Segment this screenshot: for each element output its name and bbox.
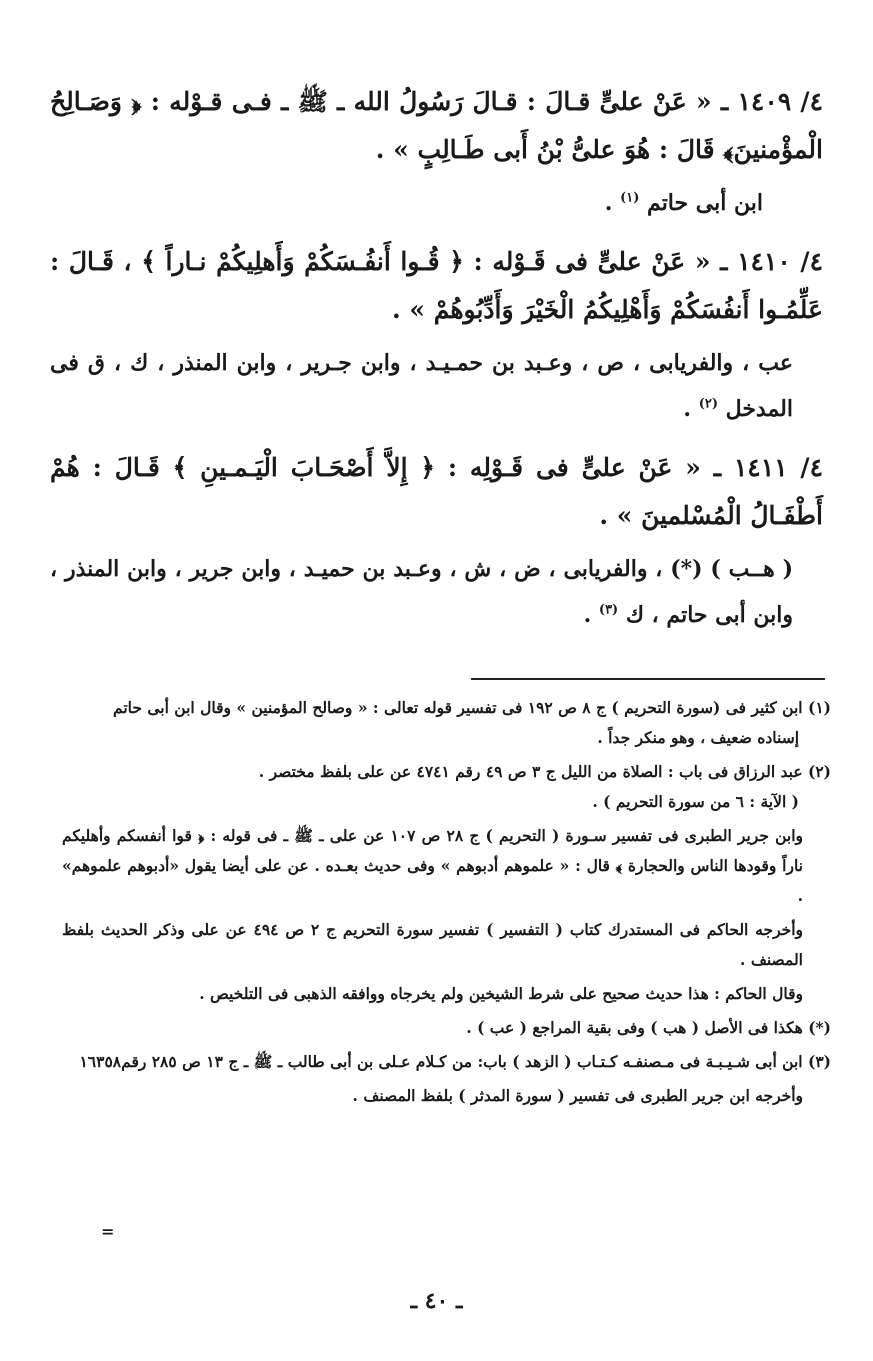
source-text: ( هــب ) (*) ، والفريابى ، ض ، ش ، وعـبد بن حميـد ، وابن جرير ، وابن المنذر ، وابن أبى حاتم ، ك [50,556,793,628]
footnote-star: (*) هكذا فى الأصل ( هب ) وفى بقية المراجع ( عب ) . [466,1018,831,1037]
source-end: . [683,396,692,422]
hadith-1409 [50,78,823,174]
footnote-2-continued: وأخرجه الحاكم فى المستدرك كتاب ( التفسير ) تفسير سورة التحريم ج ٢ ص ٤٩٤ عن على وذكر الحديث بلفظ المصنف . [62,920,803,969]
source-line [50,546,823,638]
source-end: . [604,190,613,216]
footnote-divider [471,678,825,680]
footnote-2-continued: وابن جرير الطبرى فى تفسير سـورة ( التحريم ) ج ٢٨ ص ١٠٧ عن على ـ ﷺ ـ فى قوله : ﴿ قوا أنفسكم وأهليكم ناراً وقودها الناس والحجارة ﴾ قال : « علموهم أدبوهم » وفى حديث بعـده . عن على أيضا يقول «أدبوهم علموهم» . [62,826,803,905]
footnote-3: (٣) ابن أبى شـيـبـة فى مـصنفـه كـتـاب ( الزهد ) باب: من كـلام عـلى بن أبى طالب ـ ﷺ ـ ج ١٣ ص ٢٨٥ رقم١٦٣٥٨ [79,1052,831,1071]
footnote-2-continued: وقال الحاكم : هذا حديث صحيح على شرط الشيخين ولم يخرجاه ووافقه الذهبى فى التلخيص . [199,984,803,1003]
footnote-text: ( الآية : ٦ من سورة التحريم ) . [592,792,799,811]
footnote-ref[interactable]: (٢) [698,396,718,412]
footnote-text: (٢) عبد الرزاق فى باب : الصلاة من الليل ج ٣ ص ٤٩ رقم ٤٧٤١ عن على بلفظ مختصر . [258,762,831,781]
page-number: ـ ٤٠ ـ [410,1288,463,1314]
footnote-text: (١) ابن كثير فى (سورة التحريم ) ج ٨ ص ١٩٢ فى تفسير قوله تعالى : « وصالح المؤمنين » وقال ابن أبى حاتم [113,698,831,717]
footnote-text: إسناده ضعيف ، وهو منكر جداً . [597,728,799,747]
source-end: . [583,602,592,628]
footnotes [62,693,831,1115]
source-line [50,180,823,226]
footnote-1 [62,693,831,753]
source-line [50,340,823,432]
hadith-number: ٤/ ١٤١١ ـ [713,453,823,482]
hadith-1411 [50,444,823,540]
hadith-number: ٤/ ١٤٠٩ ـ [720,87,824,116]
hadith-number: ٤/ ١٤١٠ ـ [720,247,823,276]
source-text: عب ، والفريابى ، ص ، وعـبد بن حمـيـد ، وابن جـرير ، وابن المنذر ، ك ، ق فى المدخل [50,350,793,422]
main-text [50,78,823,650]
hadith-text: « عَنْ علىٍّ فى قَـوْلِه : ﴿ إِلاَّ أَصْحَـابَ الْيَـمـينِ ﴾ قَـالَ : هُمْ أَطْفَـالُ الْمُسْلمينَ » . [50,453,823,530]
hadith-1410 [50,238,823,334]
hadith-text: « عَنْ علىٍّ فى قَـوْله : ﴿ قُـوا أَنفُـسَكُمْ وَأَهلِيكُمْ نـاراً ﴾ ، قَـالَ : عَلِّمُـوا أَنفُسَكُمْ وَأَهْلِيكُمُ الْخَيْرَ وَأَدِّبُوهُمْ » . [50,247,823,324]
footnote-3-continued: وأخرجه ابن جرير الطبرى فى تفسير ( سورة المدثر ) بلفظ المصنف . [352,1086,803,1105]
footnote-ref[interactable]: (١) [620,190,640,206]
hadith-text: « عَنْ علىٍّ قـالَ : قـالَ رَسُولُ الله ـ ﷺ ـ فـى قـوْله : ﴿ وَصَـالِحُ الْمؤْمنينَ﴾ قَالَ : هُوَ علىُّ بْنُ أَبى طَـالِبٍ » . [50,87,823,164]
continuation-mark: = [101,1222,115,1241]
footnote-2 [62,757,831,817]
footnote-ref[interactable]: (٣) [598,602,619,618]
source-text: ابن أبى حاتم [647,190,763,216]
